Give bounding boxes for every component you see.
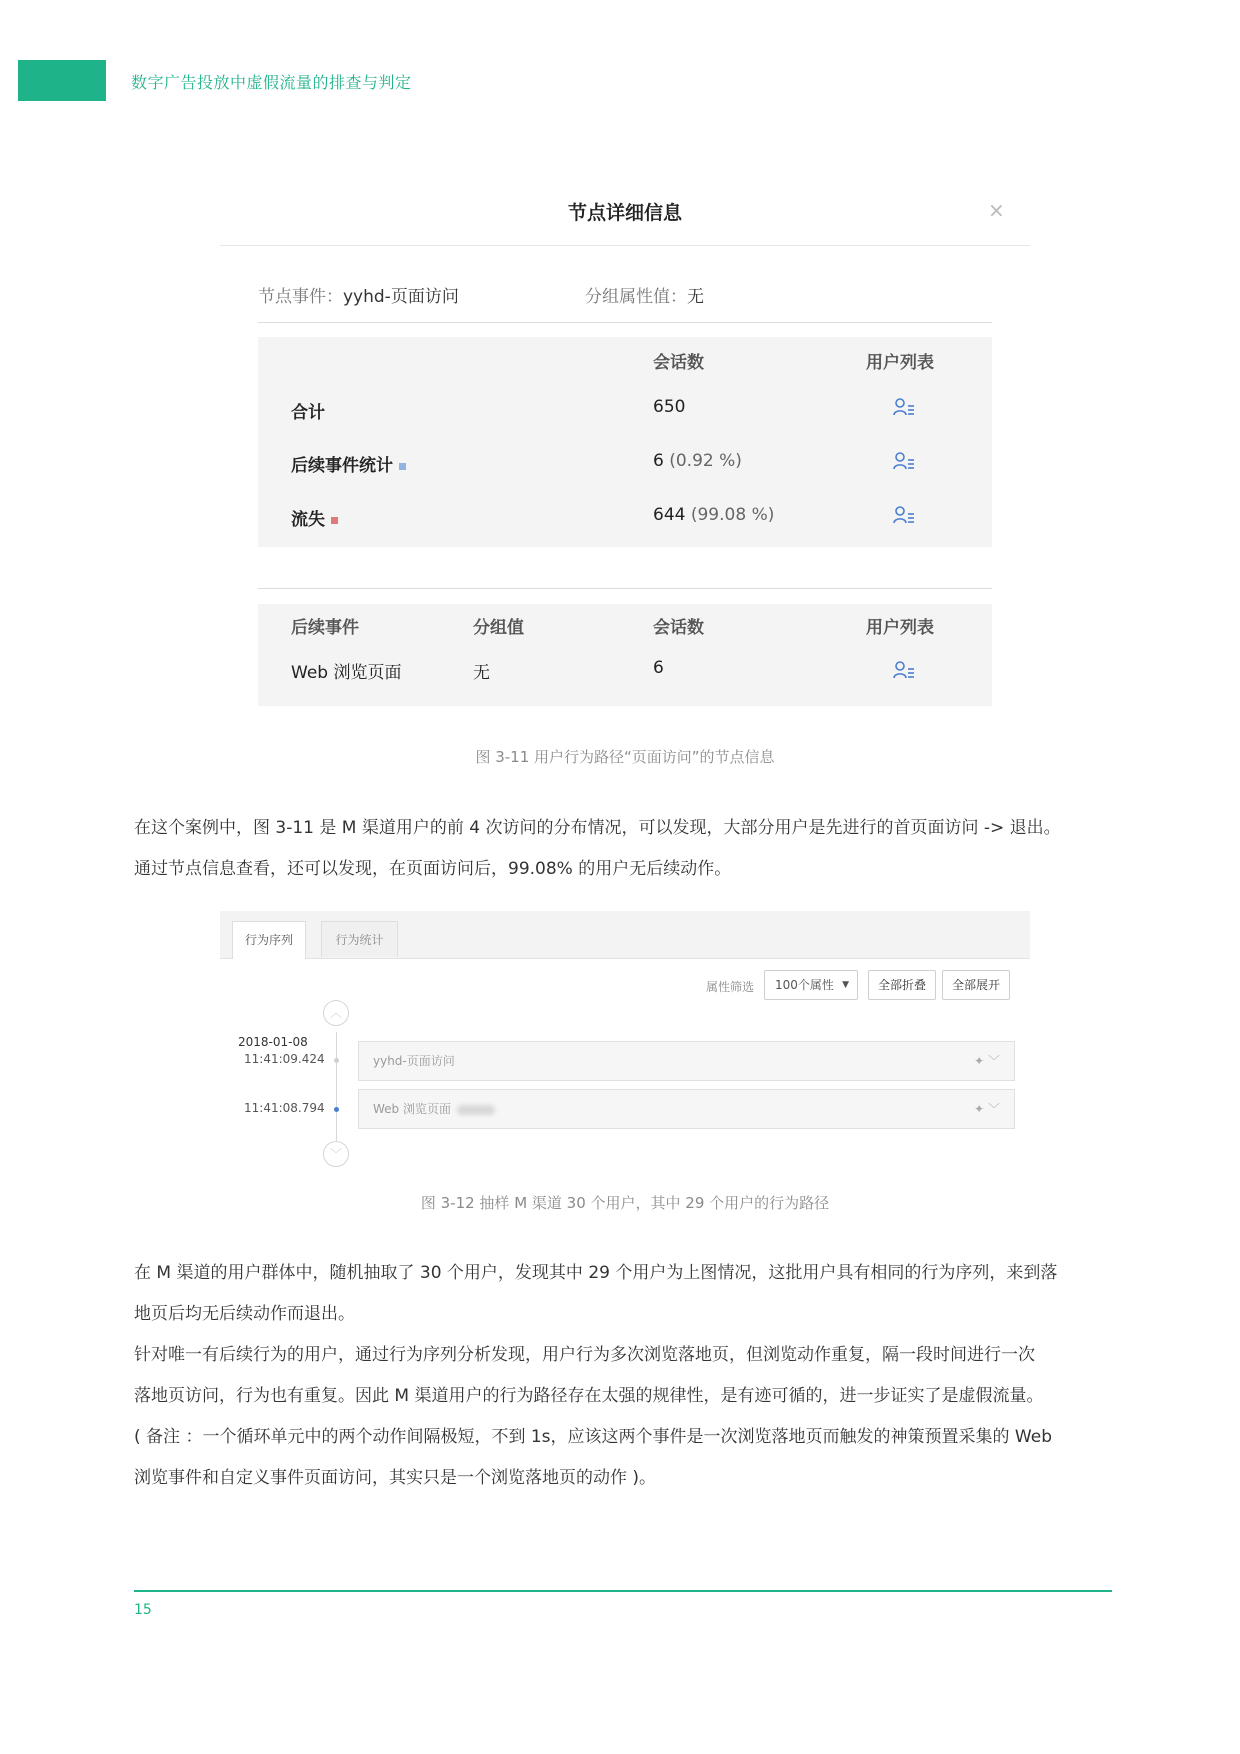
followup-event-cell: Web 浏览页面 (291, 663, 402, 683)
header-accent-block (18, 60, 106, 101)
followup-divider (258, 588, 992, 589)
node-event-label: 节点事件： (258, 287, 343, 307)
event-row[interactable] (358, 1089, 1015, 1129)
paragraph-line: ( 备注 ：一个循环单元中的两个动作间隔极短，不到 1s，应该这两个事件是一次浏览落地页而触发的神策预置采集的 Web (134, 1427, 1052, 1447)
paragraph-line: 通过节点信息查看，还可以发现，在页面访问后，99.08% 的用户无后续动作。 (134, 859, 732, 879)
paragraph-line: 浏览事件和自定义事件页面访问，其实只是一个浏览落地页的动作 )。 (134, 1468, 657, 1488)
caret-down-icon: ▼ (842, 980, 849, 990)
user-list-icon[interactable] (893, 397, 915, 417)
event-date: 2018-01-08 (238, 1035, 308, 1049)
event-row[interactable] (358, 1041, 1015, 1081)
followup-header-group: 分组值 (473, 618, 524, 638)
footer-line (134, 1590, 1112, 1592)
paragraph-line: 在这个案例中，图 3-11 是 M 渠道用户的前 4 次访问的分布情况，可以发现，大部分用户是先进行的首页面访问 -> 退出。 (134, 818, 1061, 838)
event-time: 11:41:08.794 (244, 1101, 325, 1115)
row-label-text: 后续事件统计 (291, 456, 393, 476)
summary-header-user-list: 用户列表 (866, 353, 934, 373)
node-event-value: yyhd-页面访问 (343, 287, 459, 307)
followup-header-event: 后续事件 (291, 618, 359, 638)
tab-behavior-sequence[interactable]: 行为序列 (232, 921, 306, 959)
followup-sessions-cell: 6 (653, 658, 664, 678)
sessions-percent: (99.08 %) (690, 505, 775, 525)
sessions-value: 644 (653, 505, 686, 525)
followup-header-user-list: 用户列表 (866, 618, 934, 638)
scroll-up-icon[interactable]: ︿ (323, 1000, 349, 1026)
header-title: 数字广告投放中虚假流量的排查与判定 (131, 73, 412, 92)
figure-caption: 图 3-11 用户行为路径“页面访问”的节点信息 (475, 748, 775, 766)
sessions-value: 650 (653, 397, 686, 417)
info-divider (258, 322, 992, 323)
user-list-icon[interactable] (893, 505, 915, 525)
user-list-icon[interactable] (893, 451, 915, 471)
collapse-all-button[interactable]: 全部折叠 (868, 970, 936, 1000)
sessions-percent: (0.92 %) (669, 451, 742, 471)
event-name: Web 浏览页面 (373, 1102, 451, 1116)
close-icon[interactable]: × (988, 198, 1005, 222)
followup-header-sessions: 会话数 (653, 618, 704, 638)
timeline-dot (334, 1058, 339, 1063)
summary-row-sessions (653, 505, 774, 525)
android-expand-icon[interactable]: ✦ ﹀ (974, 1054, 1000, 1068)
figure-caption: 图 3-12 抽样 M 渠道 30 个用户，其中 29 个用户的行为路径 (420, 1194, 830, 1212)
body-paragraph (134, 1253, 1114, 1499)
modal-divider (220, 245, 1030, 246)
node-event-info (258, 282, 459, 307)
summary-row-sessions (653, 451, 742, 471)
event-name: yyhd-页面访问 (373, 1054, 455, 1068)
summary-row-label (291, 505, 338, 530)
paragraph-line: 地页后均无后续动作而退出。 (134, 1304, 355, 1324)
android-expand-icon[interactable]: ✦ ﹀ (974, 1102, 1000, 1116)
scroll-down-icon[interactable]: ﹀ (323, 1141, 349, 1167)
summary-row-label (291, 451, 406, 476)
tab-behavior-stats[interactable]: 行为统计 (321, 921, 398, 957)
paragraph-line: 针对唯一有后续行为的用户，通过行为序列分析发现，用户行为多次浏览落地页，但浏览动作重复，隔一段时间进行一次 (134, 1345, 1035, 1365)
followup-group-cell: 无 (473, 663, 490, 683)
series-marker (399, 463, 406, 470)
row-label-text: 流失 (291, 510, 325, 530)
filter-label: 属性筛选 (706, 980, 755, 994)
summary-header-sessions: 会话数 (653, 353, 704, 373)
timeline-dot (334, 1107, 339, 1112)
summary-row-label: 合计 (291, 403, 325, 423)
paragraph-line: 落地页访问，行为也有重复。因此 M 渠道用户的行为路径存在太强的规律性，是有迹可循的，进一步证实了是虚假流量。 (134, 1386, 1044, 1406)
page-number: 15 (134, 1602, 152, 1618)
sessions-value: 6 (653, 451, 664, 471)
summary-row-sessions (653, 397, 685, 417)
user-list-icon[interactable] (893, 660, 915, 680)
group-attr-info (585, 282, 704, 307)
event-time: 11:41:09.424 (244, 1052, 325, 1066)
modal-title: 节点详细信息 (567, 202, 682, 224)
body-paragraph (134, 808, 1114, 890)
group-attr-value: 无 (687, 287, 704, 307)
paragraph-line: 在 M 渠道的用户群体中，随机抽取了 30 个用户，发现其中 29 个用户为上图情况，这批用户具有相同的行为序列，来到落 (134, 1263, 1058, 1283)
select-value: 100个属性 (775, 978, 834, 992)
expand-all-button[interactable]: 全部展开 (942, 970, 1010, 1000)
attribute-filter-select[interactable] (764, 970, 858, 1000)
group-attr-label: 分组属性值： (585, 287, 687, 307)
series-marker (331, 517, 338, 524)
redacted-text (457, 1105, 495, 1115)
